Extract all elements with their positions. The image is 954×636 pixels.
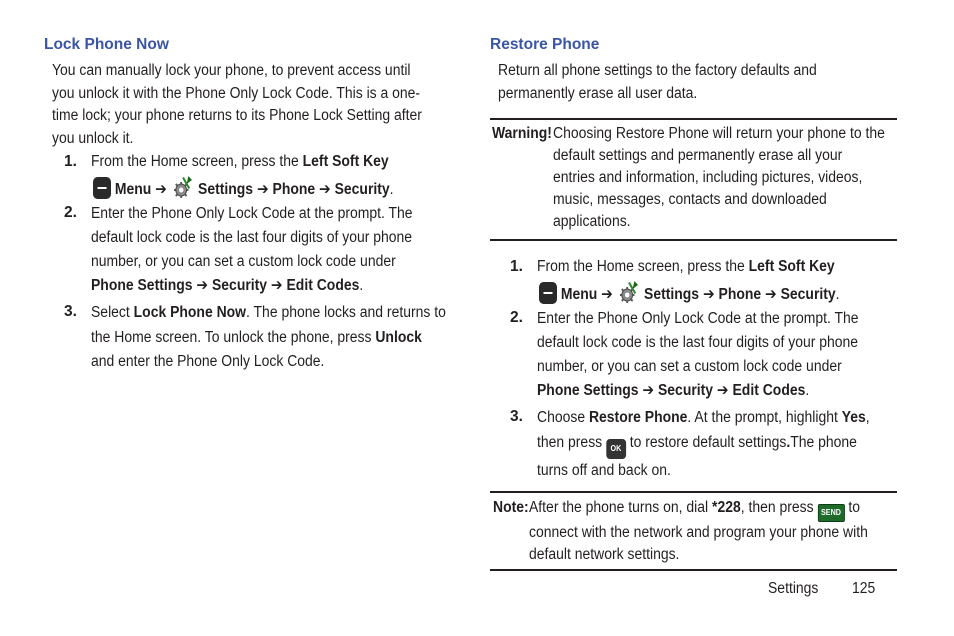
step-menu-path: Menu ➔ Settings ➔ Phone ➔ Security. <box>93 174 394 202</box>
settings-gear-icon <box>617 279 640 307</box>
note-label: Note: <box>493 499 529 516</box>
intro-line: you unlock it. <box>52 129 134 147</box>
step-text: Choose Restore Phone. At the prompt, highlight Yes, then press OK to restore default settings.The phone turns off and back on. <box>537 409 870 479</box>
lock-phone-now-heading: Lock Phone Now <box>44 36 169 53</box>
step-text: Enter the Phone Only Lock Code at the prompt. The default lock code is the last four digits of your phone number, or you can set a custom lock code under Phone Settings ➔ Security ➔ Edit Codes. <box>537 310 859 399</box>
step-number: 2. <box>510 309 523 326</box>
phone-settings-label: Phone Settings <box>537 382 639 399</box>
step-number: 3. <box>510 408 523 425</box>
note-text: After the phone turns on, dial *228, then press SEND to connect with the network and program your phone with default network settings. <box>529 499 868 563</box>
settings-gear-icon <box>171 174 194 202</box>
phone-label: Phone <box>718 286 762 303</box>
step-text: From the Home screen, press the Left Soft Key <box>91 153 389 170</box>
step-number: 1. <box>510 258 523 275</box>
divider <box>490 491 897 493</box>
divider <box>490 569 897 571</box>
restore-phone-intro: Return all phone settings to the factory defaults and permanently erase all user data. <box>498 62 817 102</box>
lock-phone-now-label: Lock Phone Now <box>133 304 247 321</box>
edit-codes-label: Edit Codes <box>732 382 806 399</box>
step-menu-path: Menu ➔ Settings ➔ Phone ➔ Security. <box>539 279 840 307</box>
left-soft-key-label: Left Soft Key <box>748 258 835 275</box>
step-number: 1. <box>64 153 77 170</box>
left-soft-key-icon <box>93 177 111 199</box>
step-text: From the Home screen, press the Left Soft Key <box>537 258 835 275</box>
divider <box>490 118 897 120</box>
warning-label: Warning! <box>492 125 552 142</box>
dial-code: *228 <box>712 499 741 516</box>
edit-codes-label: Edit Codes <box>286 277 360 294</box>
intro-line: time lock; your phone returns to its Phone Lock Setting after <box>52 107 422 124</box>
intro-line: you unlock it with the Phone Only Lock Code. This is a one- <box>52 84 421 102</box>
ok-key-icon: OK <box>606 439 626 459</box>
settings-label: Settings <box>198 181 254 198</box>
footer-section: Settings <box>768 580 819 597</box>
step-number: 3. <box>64 303 77 320</box>
menu-label: Menu <box>560 286 598 303</box>
page-number: 125 <box>852 580 876 597</box>
step-text: Select Lock Phone Now. The phone locks and returns to the Home screen. To unlock the phone, press Unlock and enter the Phone Only Lock Code. <box>91 304 446 370</box>
security-label: Security <box>334 181 390 198</box>
security-label: Security <box>657 382 714 399</box>
unlock-label: Unlock <box>375 328 422 346</box>
restore-phone-label: Restore Phone <box>588 409 688 426</box>
lock-phone-now-intro <box>52 60 422 150</box>
security-label: Security <box>780 286 836 303</box>
settings-label: Settings <box>644 286 700 303</box>
menu-label: Menu <box>114 181 152 198</box>
security-label: Security <box>211 277 268 294</box>
divider <box>490 239 897 241</box>
step-text: Enter the Phone Only Lock Code at the prompt. The default lock code is the last four digits of your phone number, or you can set a custom lock code under Phone Settings ➔ Security ➔ Edit Codes. <box>91 205 413 294</box>
left-soft-key-icon <box>539 282 557 304</box>
restore-phone-heading: Restore Phone <box>490 36 600 53</box>
intro-line: You can manually lock your phone, to prevent access until <box>52 62 411 79</box>
warning-text: Choosing Restore Phone will return your phone to the default settings and permanently erase all your entries and information, including pictures, videos, music, messages, contacts and downloaded applications. <box>553 125 885 230</box>
send-key-icon: SEND <box>818 504 845 522</box>
yes-label: Yes <box>841 409 866 426</box>
step-number: 2. <box>64 204 77 221</box>
phone-settings-label: Phone Settings <box>91 277 193 294</box>
phone-label: Phone <box>272 181 316 198</box>
left-soft-key-label: Left Soft Key <box>302 153 389 170</box>
